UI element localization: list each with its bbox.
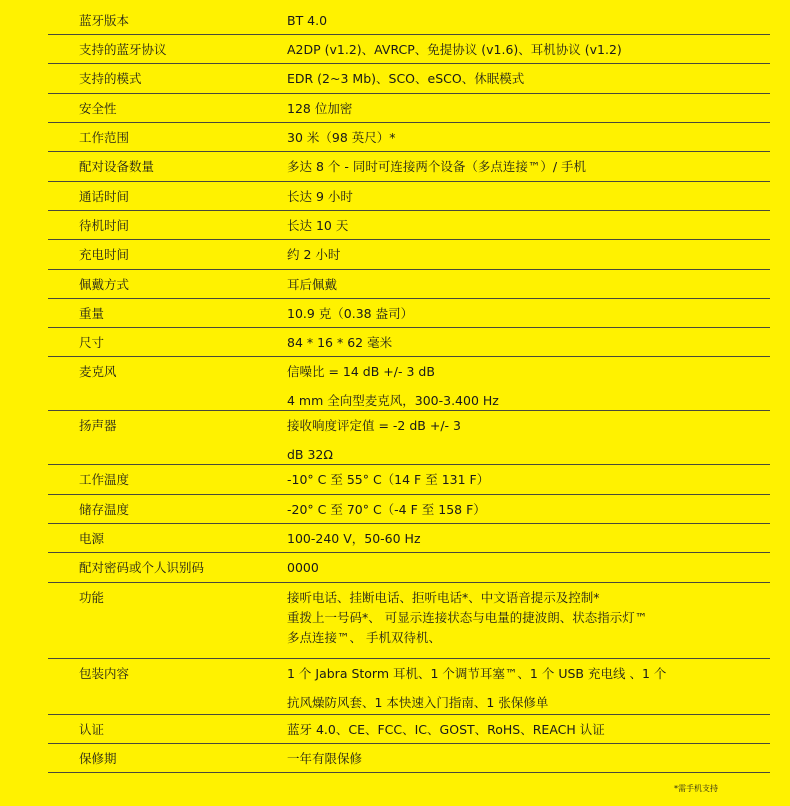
spec-row <box>48 583 770 659</box>
spec-value: 100-240 V，50-60 Hz <box>287 531 421 546</box>
spec-label: 重量 <box>79 306 105 321</box>
spec-value: 约 2 小时 <box>287 247 341 262</box>
spec-values <box>287 211 348 240</box>
spec-value: -20° C 至 70° C（-4 F 至 158 F） <box>287 502 486 517</box>
spec-values <box>287 6 327 35</box>
spec-label: 待机时间 <box>79 218 130 233</box>
spec-values <box>287 715 605 744</box>
spec-values <box>287 94 352 123</box>
spec-label: 功能 <box>79 590 105 605</box>
spec-values <box>287 659 666 717</box>
spec-values <box>287 588 647 648</box>
spec-value: 10.9 克（0.38 盎司） <box>287 306 414 321</box>
spec-label: 支持的蓝牙协议 <box>79 42 167 57</box>
spec-values <box>287 328 392 357</box>
spec-values <box>287 270 337 299</box>
spec-label: 安全性 <box>79 101 117 116</box>
spec-value: 1 个 Jabra Storm 耳机、1 个调节耳塞™、1 个 USB 充电线 、1 个 <box>287 666 667 681</box>
spec-value: 重拨上一号码*、 可显示连接状态与电量的捷波朗、状态指示灯™ <box>287 610 648 625</box>
spec-value: 0000 <box>287 560 319 575</box>
spec-label: 配对密码或个人识别码 <box>79 560 205 575</box>
spec-value: A2DP (v1.2)、AVRCP、免提协议 (v1.6)、耳机协议 (v1.2) <box>287 42 622 57</box>
spec-values <box>287 182 353 211</box>
spec-values <box>287 411 461 469</box>
spec-row <box>48 299 770 328</box>
spec-row <box>48 495 770 524</box>
spec-value: 长达 10 天 <box>287 218 349 233</box>
spec-row <box>48 211 770 240</box>
spec-values <box>287 123 396 152</box>
spec-value: 抗风燥防风套、1 本快速入门指南、1 张保修单 <box>287 695 549 710</box>
spec-values <box>287 35 622 64</box>
spec-row <box>48 123 770 152</box>
spec-value: EDR (2~3 Mb)、SCO、eSCO、休眠模式 <box>287 71 525 86</box>
spec-values <box>287 240 340 269</box>
spec-row <box>48 6 770 35</box>
spec-value: 信噪比 = 14 dB +/- 3 dB <box>287 364 435 379</box>
spec-value: 蓝牙 4.0、CE、FCC、IC、GOST、RoHS、REACH 认证 <box>287 722 605 737</box>
spec-row <box>48 240 770 270</box>
spec-label: 充电时间 <box>79 247 130 262</box>
spec-value: 多点连接™、 手机双待机、 <box>287 630 441 645</box>
spec-values <box>287 465 489 494</box>
spec-label: 储存温度 <box>79 502 130 517</box>
spec-row <box>48 328 770 357</box>
spec-row <box>48 553 770 583</box>
spec-values <box>287 524 421 553</box>
spec-row <box>48 182 770 211</box>
spec-values <box>287 64 524 93</box>
spec-label: 包装内容 <box>79 666 130 681</box>
spec-values <box>287 495 486 524</box>
spec-value: BT 4.0 <box>287 13 328 28</box>
spec-row <box>48 357 770 411</box>
spec-value: 接听电话、挂断电话、拒听电话*、中文语音提示及控制* <box>287 590 600 605</box>
spec-values <box>287 357 499 415</box>
spec-label: 扬声器 <box>79 418 117 433</box>
spec-values <box>287 744 362 773</box>
spec-values <box>287 553 319 582</box>
spec-row <box>48 465 770 495</box>
spec-value: 128 位加密 <box>287 101 353 116</box>
spec-label: 工作范围 <box>79 130 130 145</box>
spec-row <box>48 270 770 299</box>
spec-values <box>287 152 586 181</box>
spec-value: 接收响度评定值 = -2 dB +/- 3 <box>287 418 461 433</box>
spec-row <box>48 35 770 64</box>
spec-value: 长达 9 小时 <box>287 189 353 204</box>
spec-row <box>48 64 770 94</box>
spec-row <box>48 659 770 715</box>
spec-value: -10° C 至 55° C（14 F 至 131 F） <box>287 472 490 487</box>
spec-label: 佩戴方式 <box>79 277 130 292</box>
spec-label: 支持的模式 <box>79 71 142 86</box>
spec-label: 麦克风 <box>79 364 117 379</box>
spec-label: 工作温度 <box>79 472 130 487</box>
spec-value: 4 mm 全向型麦克风，300-3.400 Hz <box>287 393 499 408</box>
spec-row <box>48 152 770 182</box>
spec-value: 84 * 16 * 62 毫米 <box>287 335 393 350</box>
spec-value: 多达 8 个 - 同时可连接两个设备（多点连接™）/ 手机 <box>287 159 587 174</box>
spec-row <box>48 715 770 744</box>
spec-row <box>48 744 770 773</box>
spec-values <box>287 299 413 328</box>
spec-table <box>48 6 770 773</box>
spec-label: 通话时间 <box>79 189 130 204</box>
spec-label: 配对设备数量 <box>79 159 155 174</box>
spec-value: 30 米（98 英尺）* <box>287 130 396 145</box>
spec-value: 耳后佩戴 <box>287 277 338 292</box>
spec-value: dB 32Ω <box>287 447 333 462</box>
spec-label: 认证 <box>79 722 105 737</box>
spec-label: 保修期 <box>79 751 117 766</box>
spec-label: 蓝牙版本 <box>79 13 130 28</box>
spec-row <box>48 411 770 465</box>
spec-label: 尺寸 <box>79 335 105 350</box>
footnote: *需手机支持 <box>674 784 718 793</box>
spec-label: 电源 <box>79 531 105 546</box>
spec-row <box>48 94 770 123</box>
spec-value: 一年有限保修 <box>287 751 363 766</box>
spec-row <box>48 524 770 553</box>
